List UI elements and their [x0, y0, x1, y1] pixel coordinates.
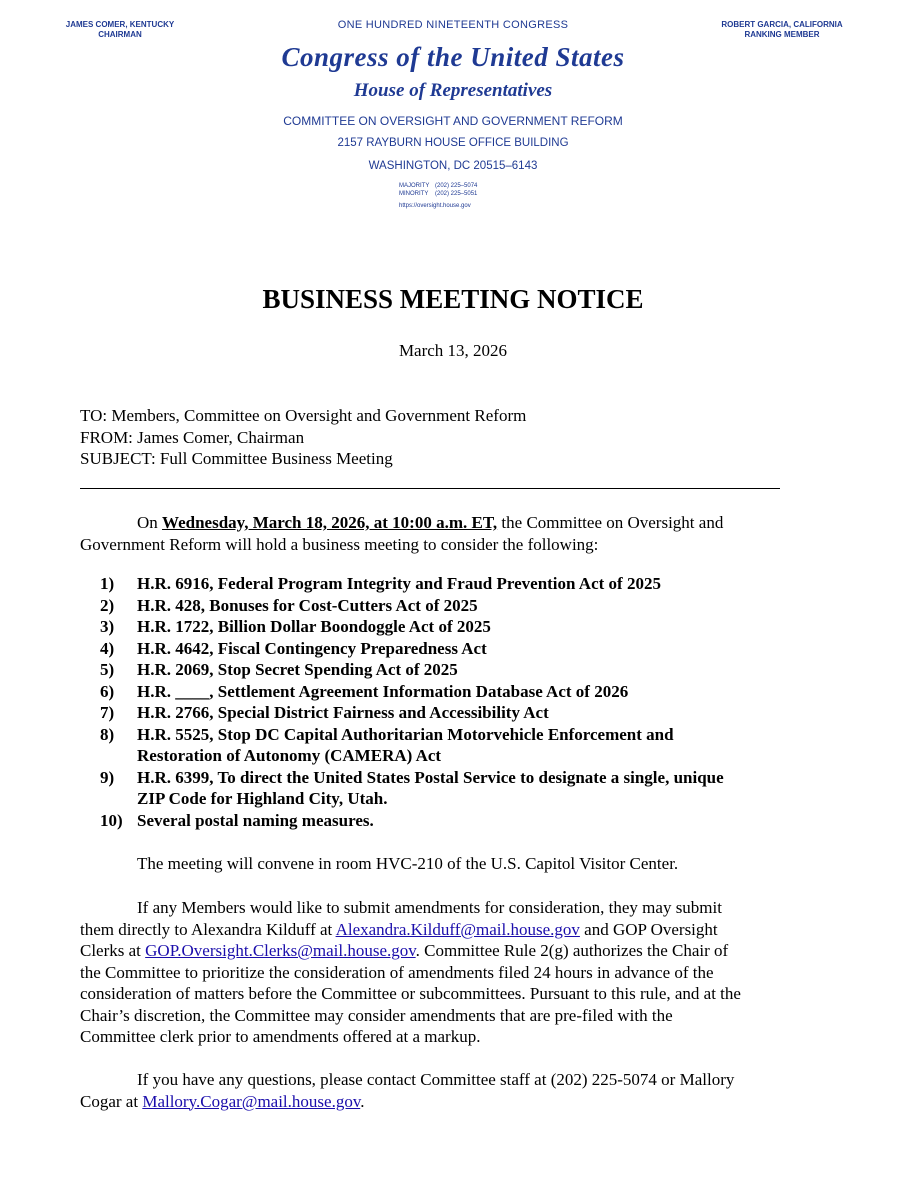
minority-phone: (202) 225–5051	[435, 191, 478, 197]
agenda-item	[100, 659, 790, 681]
agenda-item-line: H.R. 5525, Stop DC Capital Authoritarian Motorvehicle Enforcement and	[137, 724, 674, 744]
intro-paragraph	[80, 512, 790, 555]
location-text: The meeting will convene in room HVC-210 of the U.S. Capitol Visitor Center.	[137, 854, 679, 873]
minority-label: MINORITY	[399, 191, 429, 197]
agenda-item	[100, 573, 790, 595]
agenda-item-text	[137, 681, 790, 703]
agenda-item-text	[137, 702, 790, 724]
agenda-item-line: H.R. 4642, Fiscal Contingency Preparedness Act	[137, 638, 487, 658]
agenda-item-number: 1)	[100, 574, 115, 593]
agenda-item-number: 10)	[100, 810, 123, 830]
meeting-datetime: Wednesday, March 18, 2026, at 10:00 a.m. ET,	[162, 513, 498, 532]
agenda-item-line: H.R. ____, Settlement Agreement Information Database Act of 2026	[137, 681, 629, 701]
agenda-item	[100, 638, 790, 660]
address-line-1: 2157 RAYBURN HOUSE OFFICE BUILDING	[337, 137, 569, 149]
amendments-line: If any Members would like to submit amendments for consideration, they may submit	[137, 898, 722, 917]
agenda-item-number: 6)	[100, 681, 115, 701]
majority-label: MAJORITY	[399, 183, 430, 189]
chair-name: JAMES COMER, KENTUCKY	[65, 20, 175, 29]
agenda-item-number: 9)	[100, 767, 115, 787]
amendments-paragraph	[80, 897, 790, 1048]
amendments-line: consideration of matters before the Committee or subcommittees. Pursuant to this rule, and at the	[80, 984, 741, 1003]
agenda-item-line: Several postal naming measures.	[137, 810, 374, 830]
memo-header	[80, 405, 526, 470]
agenda-item-number: 5)	[100, 660, 115, 679]
divider	[80, 488, 780, 489]
questions-line: If you have any questions, please contact Committee staff at (202) 225-5074 or Mallory	[137, 1070, 735, 1089]
agenda-item	[100, 767, 790, 810]
amendments-line: Chair’s discretion, the Committee may consider amendments that are pre-filed with the	[80, 1005, 673, 1025]
committee-name: COMMITTEE ON OVERSIGHT AND GOVERNMENT REFORM	[283, 114, 623, 128]
intro-line1-rest: the Committee on Oversight and	[497, 513, 724, 532]
memo-subject: SUBJECT: Full Committee Business Meeting	[80, 449, 393, 468]
agenda-item-text	[137, 573, 790, 595]
agenda-list	[100, 573, 790, 831]
questions-line: Cogar at	[80, 1091, 143, 1111]
agenda-item-text	[137, 659, 790, 681]
questions-paragraph	[80, 1069, 790, 1112]
amendments-line: the Committee to prioritize the consideration of amendments filed 24 hours in advance of the	[80, 962, 714, 982]
agenda-item-line: H.R. 1722, Billion Dollar Boondoggle Act of 2025	[137, 617, 491, 636]
amendments-line: . Committee Rule 2(g) authorizes the Chair of	[415, 941, 729, 960]
agenda-item	[100, 681, 790, 703]
ranking-member-name: ROBERT GARCIA, CALIFORNIA	[721, 20, 843, 29]
location-paragraph	[80, 853, 790, 875]
kilduff-email-link[interactable]: Alexandra.Kilduff@mail.house.gov	[335, 919, 580, 939]
cogar-email-link[interactable]: Mallory.Cogar@mail.house.gov	[142, 1091, 361, 1111]
congress-title: Congress of the United States	[281, 42, 625, 72]
questions-line: .	[360, 1091, 365, 1111]
agenda-item-number: 4)	[100, 638, 115, 658]
amendments-line: them directly to Alexandra Kilduff at	[80, 919, 336, 939]
agenda-item-line: H.R. 6916, Federal Program Integrity and Fraud Prevention Act of 2025	[137, 574, 661, 593]
document-date: March 13, 2026	[398, 341, 508, 360]
agenda-item-line: ZIP Code for Highland City, Utah.	[137, 789, 388, 808]
agenda-item-number: 2)	[100, 595, 115, 615]
agenda-item-number: 3)	[100, 617, 115, 636]
amendments-line: Committee clerk prior to amendments offered at a markup.	[80, 1027, 481, 1046]
agenda-item-text	[137, 616, 790, 638]
ranking-member-title: RANKING MEMBER	[744, 30, 820, 39]
memo-to: TO: Members, Committee on Oversight and Government Reform	[80, 406, 527, 425]
agenda-item	[100, 616, 790, 638]
congress-number: ONE HUNDRED NINETEENTH CONGRESS	[337, 19, 569, 31]
majority-phone: (202) 225–5074	[435, 183, 478, 189]
amendments-line: and GOP Oversight	[579, 919, 718, 939]
document-title: BUSINESS MEETING NOTICE	[262, 284, 644, 314]
agenda-item-line: H.R. 6399, To direct the United States Postal Service to designate a single, unique	[137, 767, 724, 787]
agenda-item-number: 7)	[100, 703, 115, 722]
agenda-item-number: 8)	[100, 724, 115, 744]
agenda-item	[100, 810, 790, 832]
address-line-2: WASHINGTON, DC 20515–6143	[368, 160, 538, 172]
intro-pre: On	[137, 513, 163, 532]
intro-line2: Government Reform will hold a business meeting to consider the following:	[80, 534, 599, 554]
chair-title: CHAIRMAN	[98, 30, 142, 39]
agenda-item-text	[137, 595, 790, 617]
agenda-item-text	[137, 724, 790, 767]
agenda-item	[100, 595, 790, 617]
agenda-item-text	[137, 810, 790, 832]
amendments-line: Clerks at	[80, 941, 146, 960]
memo-from: FROM: James Comer, Chairman	[80, 427, 305, 447]
agenda-item	[100, 724, 790, 767]
agenda-item-line: Restoration of Autonomy (CAMERA) Act	[137, 746, 442, 765]
house-title: House of Representatives	[353, 80, 553, 101]
agenda-item-line: H.R. 2069, Stop Secret Spending Act of 2025	[137, 660, 458, 679]
agenda-item	[100, 702, 790, 724]
agenda-item-text	[137, 638, 790, 660]
agenda-item-line: H.R. 428, Bonuses for Cost-Cutters Act of 2025	[137, 595, 478, 615]
agenda-item-line: H.R. 2766, Special District Fairness and Accessibility Act	[137, 703, 549, 722]
phone-numbers	[399, 182, 477, 198]
website-link[interactable]: https://oversight.house.gov	[399, 203, 471, 209]
clerks-email-link[interactable]: GOP.Oversight.Clerks@mail.house.gov	[145, 941, 416, 960]
agenda-item-text	[137, 767, 790, 810]
